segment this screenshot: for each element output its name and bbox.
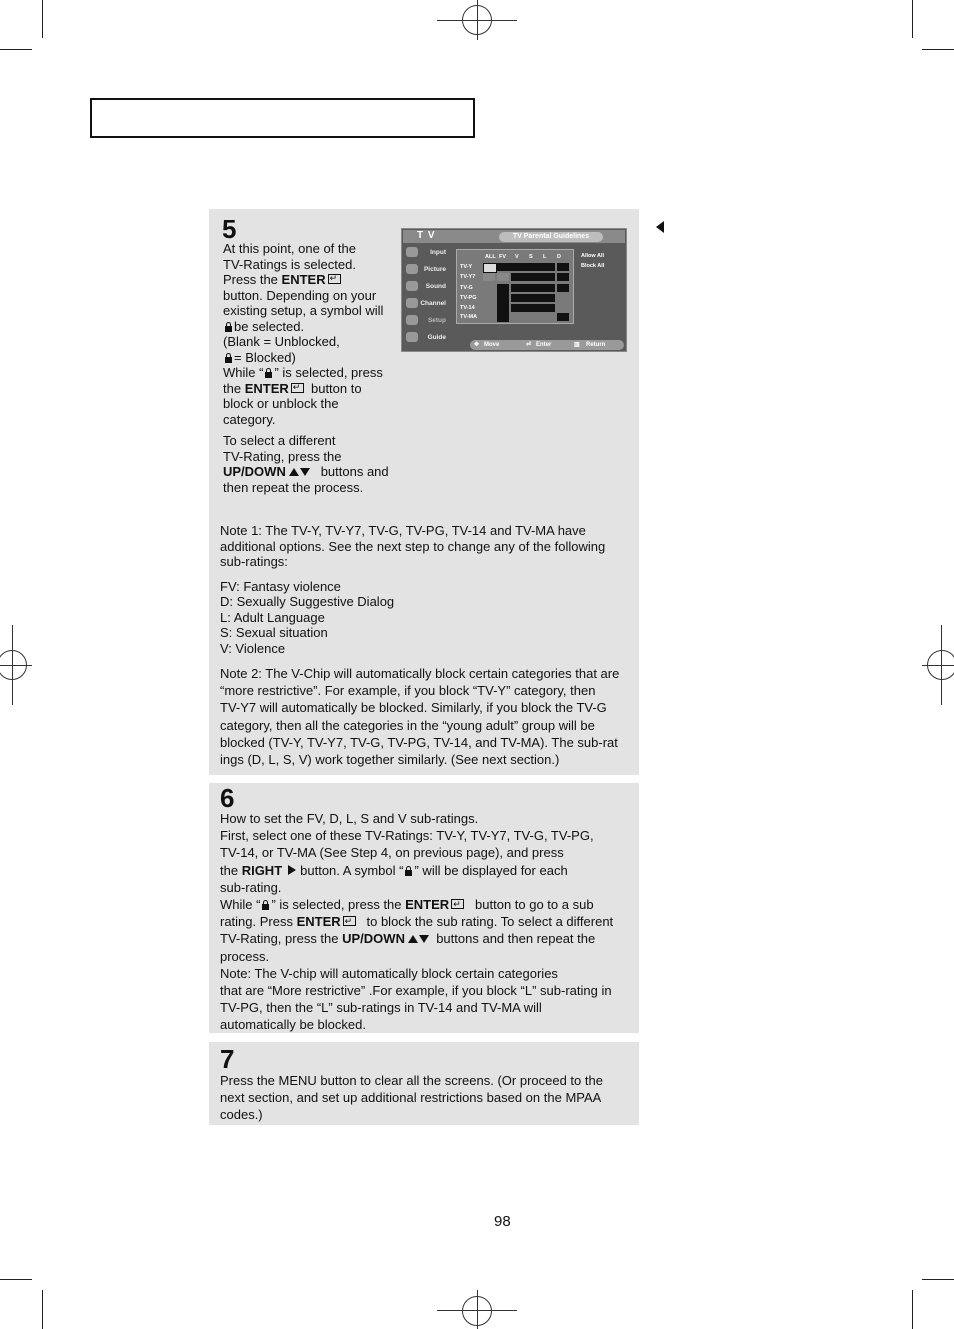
enter-icon (343, 916, 356, 926)
text-line: “more restrictive”. For example, if you block “TV-Y” category, then (220, 683, 596, 699)
text-line: TV-Rating, press the (223, 448, 342, 464)
col-label: V (515, 254, 519, 260)
text-line: category, then all the categories in the “young adult” group will be (220, 717, 595, 733)
text-line: TV-Y7 will automatically be blocked. Similarly, if you block the TV-G (220, 700, 607, 716)
crop-mark (922, 1279, 954, 1280)
text-line: V: Violence (220, 640, 286, 656)
text-line: automatically be blocked. (220, 1017, 366, 1033)
crop-mark (42, 0, 43, 38)
text-line: existing setup, a symbol will (223, 303, 384, 318)
enter-key-label: ENTER (244, 380, 289, 396)
osd-title-bar (403, 230, 625, 243)
enter-icon (451, 899, 464, 909)
text-line: (Blank = Unblocked, (223, 334, 340, 349)
osd-bottom-bar (470, 340, 624, 350)
osd-cell (511, 304, 555, 312)
osd-menu-item (403, 295, 449, 312)
osd-cell (557, 263, 569, 271)
col-label: FV (499, 254, 507, 260)
osd-cell (497, 273, 509, 281)
input-icon (406, 247, 418, 257)
text-line: L: Adult Language (220, 609, 325, 625)
crop-mark (42, 1290, 43, 1329)
text-line: next section, and set up additional restrictions based on the MPAA (220, 1090, 602, 1106)
tv-parental-guidelines-screenshot (401, 228, 627, 352)
return-label: Return (586, 342, 606, 348)
spacer (220, 570, 638, 579)
allow-all-button: Allow All (581, 253, 605, 259)
text-line: that are “More restrictive” .For example, if you block “L” sub-rating in (220, 983, 612, 999)
up-arrow-icon (408, 935, 418, 943)
header-box (90, 98, 475, 138)
label: Setup (427, 317, 446, 324)
text-line: First, select one of these TV-Ratings: TV-Y, TV-Y7, TV-G, TV-PG, (220, 828, 594, 844)
enter-key-label: ENTER (405, 897, 450, 913)
osd-cell-selected (483, 263, 497, 273)
osd-cell (557, 313, 569, 321)
down-arrow-icon (300, 468, 310, 476)
text-line: ings (D, L, S, V) work together similarly. (See next section.) (220, 752, 560, 768)
text: the (220, 862, 242, 878)
lock-icon (262, 900, 269, 910)
text-line (223, 350, 403, 366)
osd-cell (557, 273, 569, 281)
row-label: TV-MA (460, 314, 478, 320)
text: be selected. (234, 318, 305, 334)
step-7-instructions (220, 1072, 638, 1124)
osd-menu-item (403, 329, 449, 346)
enter-label: Enter (536, 342, 552, 348)
col-label: D (557, 254, 561, 260)
text-line (220, 913, 638, 930)
osd-side-buttons (581, 251, 604, 271)
text-line: D: Sexually Suggestive Dialog (220, 594, 395, 609)
osd-cell (483, 273, 495, 281)
updown-key-label: UP/DOWN (223, 464, 286, 479)
col-label: S (529, 254, 533, 260)
text: ” is selected, press (274, 365, 383, 380)
enter-icon: ⏎ (526, 342, 532, 348)
enter-icon (328, 274, 341, 284)
row-label: TV-Y (460, 264, 473, 270)
text-line (220, 896, 638, 913)
lock-icon (225, 353, 232, 363)
osd-menu-item (403, 261, 449, 278)
step-6-number: 6 (220, 783, 235, 813)
updown-key-label: UP/DOWN (342, 931, 405, 947)
crop-mark (0, 49, 32, 50)
text-line: Note 1: The TV-Y, TV-Y7, TV-G, TV-PG, TV-14 and TV-MA have (220, 523, 586, 538)
registration-mark (941, 625, 942, 705)
osd-cell (557, 284, 569, 292)
text-line: How to set the FV, D, L, S and V sub-ratings. (220, 811, 479, 826)
block-all-button: Block All (581, 263, 605, 269)
text-line: Note 2: The V-Chip will automatically block certain categories that are (220, 666, 620, 681)
step-5-notes (220, 523, 638, 768)
move-icon: ✥ (474, 342, 480, 348)
text: button to (310, 380, 362, 396)
text: TV-Rating, press the (220, 931, 343, 947)
step-5-number: 5 (222, 214, 237, 244)
text-line: button. Depending on your (223, 287, 377, 303)
left-arrow-icon (656, 221, 664, 233)
text-line: category. (223, 411, 276, 427)
text-line: TV-14, or TV-MA (See Step 4, on previous page), and press (220, 845, 564, 861)
text: buttons and then repeat the (436, 931, 596, 947)
lock-icon (405, 866, 412, 876)
text: to block the sub rating. To select a different (366, 914, 614, 930)
text-line (220, 930, 638, 947)
label: Sound (425, 283, 446, 290)
guide-icon (406, 332, 418, 342)
up-arrow-icon (289, 468, 299, 476)
text: buttons and (320, 464, 389, 479)
text: button. A symbol “ (300, 862, 404, 878)
text-line: sub-rating. (220, 879, 282, 895)
text-line: At this point, one of the (223, 241, 356, 256)
text: button to go to a sub (475, 897, 594, 913)
label: Guide (427, 334, 446, 341)
text-line: process. (220, 948, 270, 964)
step-6-instructions (220, 810, 638, 1034)
text-line (223, 381, 403, 397)
osd-cell (511, 284, 555, 292)
text-line (223, 365, 403, 381)
text-line: FV: Fantasy violence (220, 578, 341, 594)
text-line: Note: The V-chip will automatically block certain categories (220, 965, 558, 981)
lock-icon (225, 322, 232, 332)
label: Picture (423, 266, 446, 273)
text-line: blocked (TV-Y, TV-Y7, TV-G, TV-PG, TV-14, and TV-MA). The sub-rat (220, 734, 618, 750)
registration-mark (12, 625, 13, 705)
osd-ratings-grid (456, 249, 574, 324)
crop-mark (912, 1290, 913, 1329)
registration-mark (477, 0, 478, 40)
row-label: TV-G (460, 285, 473, 291)
osd-cell (497, 284, 509, 322)
text-line: additional options. See the next step to change any of the following (220, 538, 606, 554)
osd-menu-item (403, 278, 449, 295)
osd-title: TV Parental Guidelines (499, 232, 603, 242)
osd-menu-item (403, 312, 449, 329)
channel-icon (406, 298, 418, 308)
text-line: To select a different (223, 433, 336, 448)
spacer (220, 656, 638, 665)
text-line (223, 319, 403, 335)
down-arrow-icon (419, 935, 429, 943)
right-arrow-icon (288, 865, 296, 875)
text-line: S: Sexual situation (220, 625, 328, 640)
setup-icon (406, 315, 418, 325)
text: While “ (220, 897, 261, 913)
text-line: codes.) (220, 1107, 263, 1123)
text: ” is selected, press the (271, 897, 406, 913)
row-label: TV-Y7 (460, 274, 476, 280)
right-key-label: RIGHT (241, 862, 283, 878)
label: Input (430, 249, 446, 256)
osd-menu-item (403, 244, 449, 261)
text: rating. Press (220, 914, 297, 930)
note-2 (220, 665, 638, 768)
registration-mark (922, 665, 954, 666)
crop-mark (0, 1279, 32, 1280)
text: = Blocked) (234, 349, 296, 365)
text-line: TV-Ratings is selected. (223, 256, 356, 272)
label: Channel (420, 300, 446, 307)
text-line: TV-PG, then the “L” sub-ratings in TV-14 and TV-MA will (220, 1000, 542, 1016)
text: the (223, 380, 245, 396)
text-line (223, 464, 403, 480)
text: While “ (223, 365, 264, 380)
text-line: block or unblock the (223, 396, 339, 411)
row-label: TV-14 (460, 305, 475, 311)
registration-mark (0, 665, 32, 666)
osd-cell (511, 273, 555, 281)
enter-key-label: ENTER (296, 914, 341, 930)
text: Press the (223, 272, 282, 287)
picture-icon (406, 264, 418, 274)
row-label: TV-PG (460, 295, 477, 301)
text-line (220, 862, 638, 879)
step-5-instructions (223, 241, 403, 495)
enter-icon (291, 383, 304, 393)
col-label: ALL (485, 254, 496, 260)
text: ” will be displayed for each (414, 862, 568, 878)
crop-mark (912, 0, 913, 38)
text-line (223, 272, 403, 288)
osd-cell (511, 294, 555, 302)
text-line: sub-ratings: (220, 554, 288, 569)
step-7-number: 7 (220, 1044, 235, 1074)
registration-mark (477, 1290, 478, 1329)
sound-icon (406, 281, 418, 291)
lock-icon (265, 368, 272, 378)
move-label: Move (484, 342, 500, 348)
osd-cell (497, 263, 555, 271)
text-line: Press the MENU button to clear all the screens. (Or proceed to the (220, 1073, 603, 1088)
osd-menu (403, 244, 449, 346)
enter-key-label: ENTER (281, 272, 326, 287)
page-number: 98 (494, 1213, 511, 1230)
return-icon: ▥ (574, 342, 580, 348)
col-label: L (543, 254, 547, 260)
crop-mark (922, 49, 954, 50)
text-line: then repeat the process. (223, 479, 364, 495)
osd-tab: T V (417, 230, 436, 241)
